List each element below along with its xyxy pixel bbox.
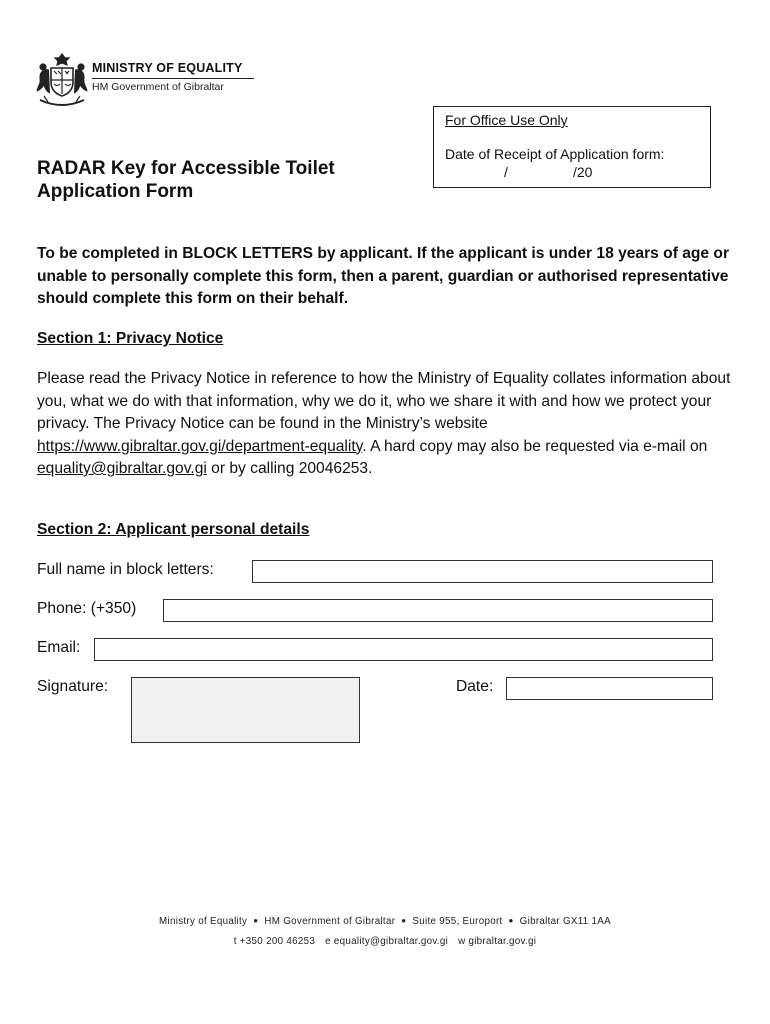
privacy-text-a: Please read the Privacy Notice in reference to how the Ministry of Equality collates information about you, what we do with that information, why we do it, who we share it with and how we protect your privacy. The Privacy Notice can be found in the Ministry’s website — [37, 370, 731, 432]
phone-label: Phone: (+350) — [37, 600, 137, 617]
footer-org: Ministry of Equality — [159, 916, 248, 927]
bullet-icon: ● — [508, 916, 514, 925]
footer-city: Gibraltar GX11 1AA — [519, 916, 611, 927]
date-label: Date: — [456, 678, 494, 695]
ministry-name: MINISTRY OF EQUALITY — [92, 61, 243, 75]
instructions: To be completed in BLOCK LETTERS by applicant. If the applicant is under 18 years of age or unable to personally complete this form, then a parent, guardian or authorised representative should complete this form on their behalf. — [37, 245, 730, 307]
phone-field[interactable] — [163, 599, 713, 622]
date-field[interactable] — [506, 677, 713, 700]
footer-web: w gibraltar.gov.gi — [458, 936, 537, 947]
office-use-title: For Office Use Only — [445, 112, 568, 128]
footer-contact — [0, 936, 770, 947]
header-divider — [92, 78, 254, 79]
letterhead — [34, 50, 274, 110]
section1-heading: Section 1: Privacy Notice — [37, 330, 224, 347]
email-label: Email: — [37, 639, 81, 656]
privacy-notice-text — [37, 368, 749, 481]
receipt-date-label: Date of Receipt of Application form: — [445, 146, 665, 162]
email-field[interactable] — [94, 638, 713, 661]
signature-label: Signature: — [37, 678, 109, 695]
form-title-line2: Application Form — [37, 181, 194, 202]
receipt-date-year: /20 — [573, 164, 593, 180]
full-name-field[interactable] — [252, 560, 713, 583]
privacy-text-b: . A hard copy may also be requested via e-mail on — [362, 437, 708, 455]
footer-gov: HM Government of Gibraltar — [264, 916, 396, 927]
footer-address — [0, 916, 770, 927]
footer-phone: t +350 200 46253 — [233, 936, 316, 947]
privacy-text-c: or by calling 20046253. — [206, 460, 373, 477]
form-title — [37, 157, 397, 203]
receipt-date-separator: / — [504, 164, 508, 180]
government-name: HM Government of Gibraltar — [92, 81, 224, 93]
signature-field[interactable] — [131, 677, 360, 743]
office-use-box — [433, 106, 711, 188]
section2-heading: Section 2: Applicant personal details — [37, 521, 310, 538]
footer-suite: Suite 955, Europort — [412, 916, 503, 927]
email-link[interactable]: equality@gibraltar.gov.gi — [37, 460, 207, 477]
bullet-icon: ● — [253, 916, 259, 925]
bullet-icon: ● — [401, 916, 407, 925]
department-website-link[interactable]: https://www.gibraltar.gov.gi/department-equality — [37, 437, 363, 455]
royal-crest-icon — [34, 50, 90, 108]
footer-email: e equality@gibraltar.gov.gi — [325, 936, 449, 947]
full-name-label: Full name in block letters: — [37, 561, 214, 578]
form-title-line1: RADAR Key for Accessible Toilet — [37, 158, 335, 179]
